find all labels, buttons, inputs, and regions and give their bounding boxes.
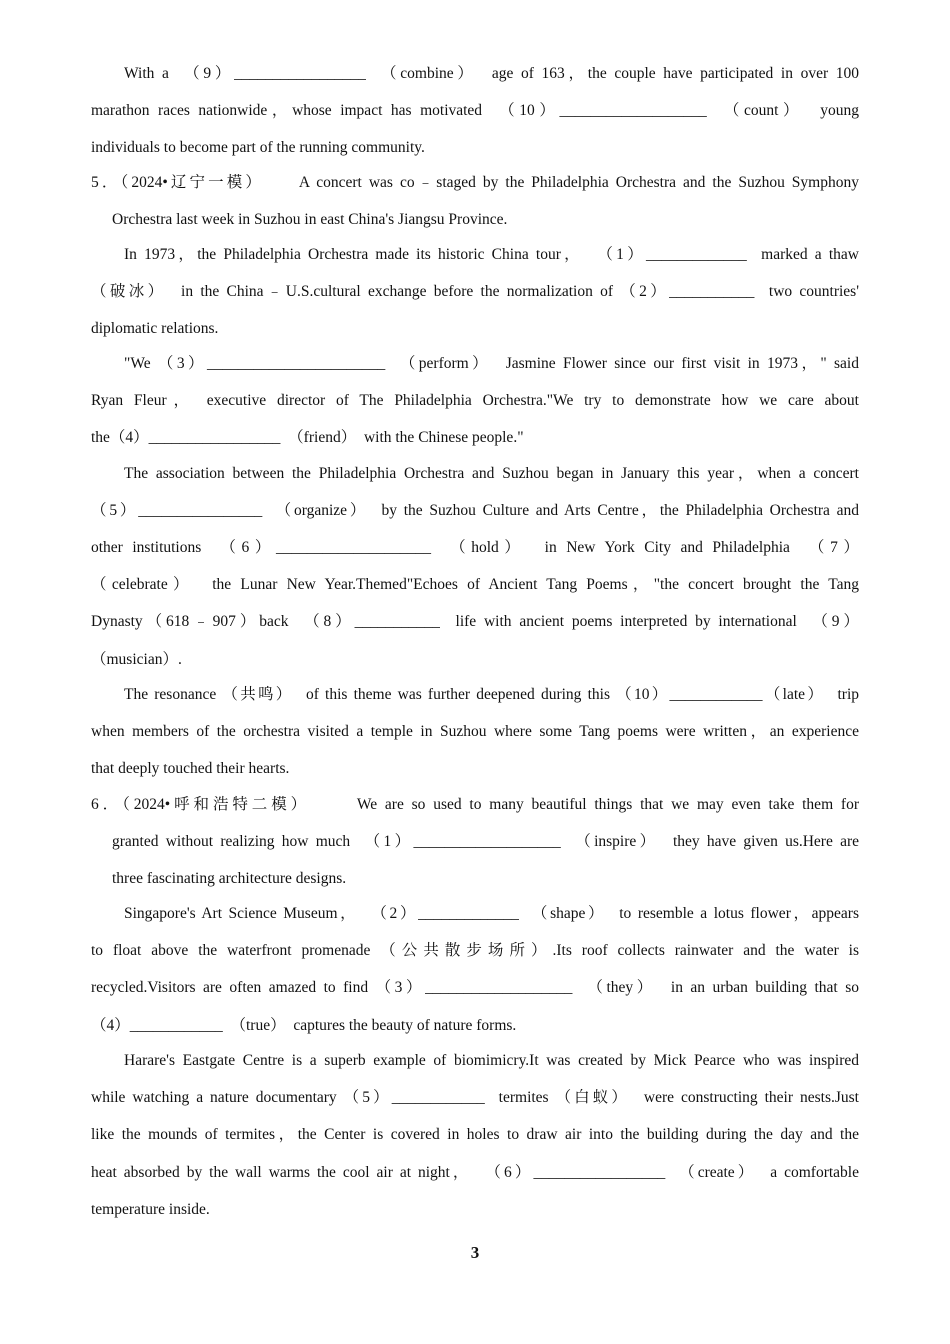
text-line: while watching a nature documentary （5）____________ termites （白蚁） were constructing their nests.Just bbox=[91, 1089, 859, 1106]
text-line: （musician）. bbox=[91, 651, 182, 668]
text-line: Dynasty（618﹣907）back （8）___________ life with ancient poems interpreted by international （9） bbox=[91, 613, 859, 630]
text-line: granted without realizing how much （1）___________________ （inspire） they have given us.Here are bbox=[112, 833, 859, 850]
text-line: （5）________________ （organize） by the Suzhou Culture and Arts Centre，the Philadelphia Orchestra and bbox=[91, 502, 859, 519]
text-line: Singapore's Art Science Museum， （2）_____________ （shape） to resemble a lotus flower，appears bbox=[124, 905, 859, 922]
text-line: like the mounds of termites，the Center is covered in holes to draw air into the building during the day and the bbox=[91, 1126, 859, 1143]
text-line: The association between the Philadelphia Orchestra and Suzhou began in January this year，when a concert bbox=[124, 465, 859, 482]
text-line: recycled.Visitors are often amazed to find （3）___________________ （they） in an urban building that so bbox=[91, 979, 859, 996]
text-line: individuals to become part of the running community. bbox=[91, 139, 425, 156]
text-line: （破冰） in the China﹣U.S.cultural exchange before the normalization of （2）___________ two countries' bbox=[91, 283, 859, 300]
text-line: Harare's Eastgate Centre is a superb example of biomimicry.It was created by Mick Pearce who was inspired bbox=[124, 1052, 859, 1069]
text-line: the（4）_________________ （friend） with the Chinese people." bbox=[91, 429, 524, 446]
text-line: The resonance （共鸣） of this theme was further deepened during this （10）____________（late） trip bbox=[124, 686, 859, 703]
text-line: （celebrate） the Lunar New Year.Themed"Echoes of Ancient Tang Poems，"the concert brought the Tang bbox=[91, 576, 859, 593]
text-line: With a （9）_________________ （combine） age of 163，the couple have participated in over 100 bbox=[124, 65, 859, 82]
question-6-header: 6．（2024•呼和浩特二模） We are so used to many beautiful things that we may even take them for bbox=[91, 796, 859, 813]
text-line: Orchestra last week in Suzhou in east China's Jiangsu Province. bbox=[112, 211, 508, 228]
text-line: In 1973，the Philadelphia Orchestra made its historic China tour， （1）_____________ marked a thaw bbox=[124, 246, 859, 263]
question-5-header: 5．（2024•辽宁一模） A concert was co﹣staged by the Philadelphia Orchestra and the Suzhou Symphony bbox=[91, 174, 859, 191]
text-line: other institutions （6）____________________ （hold） in New York City and Philadelphia （7） bbox=[91, 539, 859, 556]
text-line: diplomatic relations. bbox=[91, 320, 219, 337]
text-line: "We （3）_______________________ （perform） Jasmine Flower since our first visit in 1973，" said bbox=[124, 355, 859, 372]
text-line: to float above the waterfront promenade （公共散步场所）.Its roof collects rainwater and the water is bbox=[91, 942, 859, 959]
text-line: when members of the orchestra visited a temple in Suzhou where some Tang poems were written，an experience bbox=[91, 723, 859, 740]
text-line: that deeply touched their hearts. bbox=[91, 760, 290, 777]
text-line: Ryan Fleur， executive director of The Philadelphia Orchestra."We try to demonstrate how we care about bbox=[91, 392, 859, 409]
text-line: temperature inside. bbox=[91, 1201, 210, 1218]
text-line: marathon races nationwide，whose impact has motivated （10）___________________ （count） young bbox=[91, 102, 859, 119]
page-number: 3 bbox=[470, 1243, 480, 1262]
text-line: heat absorbed by the wall warms the cool air at night， （6）_________________ （create） a comfortable bbox=[91, 1164, 859, 1181]
text-line: （4）____________ （true） captures the beauty of nature forms. bbox=[91, 1017, 517, 1034]
text-line: three fascinating architecture designs. bbox=[112, 870, 347, 887]
